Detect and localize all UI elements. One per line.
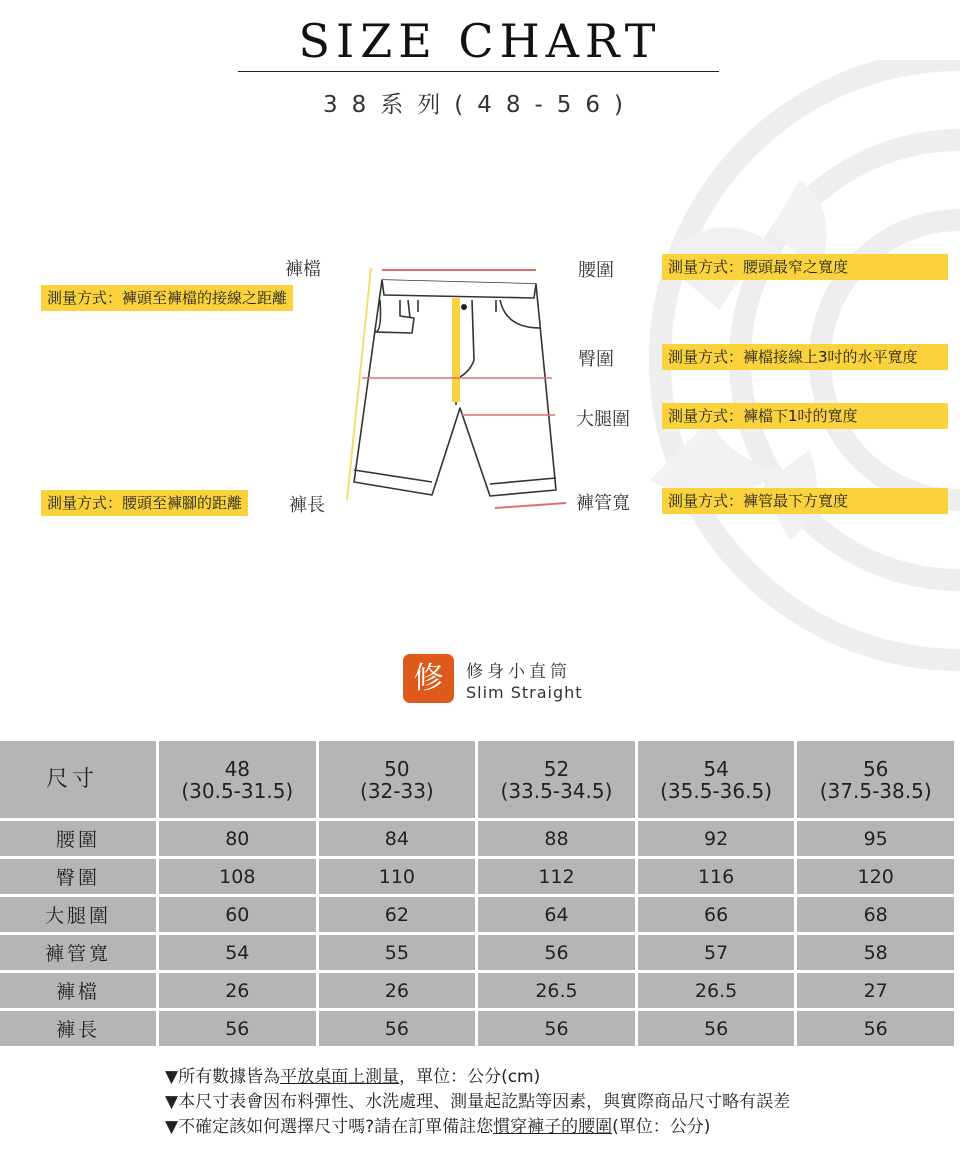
size-column-50 <box>319 741 476 818</box>
table-cell: 58 <box>797 935 954 970</box>
note-underlined-text: 平放桌面上測量 <box>280 1067 400 1087</box>
size-number: 52 <box>543 756 570 781</box>
size-range: (37.5-38.5) <box>819 778 932 803</box>
table-cell: 95 <box>797 821 954 856</box>
row-label: 褲管寬 <box>0 935 156 970</box>
table-cell: 27 <box>797 973 954 1008</box>
note-underlined-text: 慣穿褲子的腰圍 <box>493 1117 613 1137</box>
note-text: ▼不確定該如何選擇尺寸嗎?請在訂單備註您 <box>165 1117 494 1137</box>
page-title: SIZE CHART <box>298 14 662 68</box>
table-cell: 56 <box>319 1011 476 1046</box>
size-range: (30.5-31.5) <box>181 778 294 803</box>
fit-name-en: Slim Straight <box>466 683 583 702</box>
size-range: (32-33) <box>360 778 434 803</box>
table-cell: 84 <box>319 821 476 856</box>
size-table <box>0 738 957 1049</box>
table-cell: 26.5 <box>478 973 635 1008</box>
size-column-52 <box>478 741 635 818</box>
table-cell: 110 <box>319 859 476 894</box>
table-cell: 54 <box>159 935 316 970</box>
table-row <box>0 1011 954 1046</box>
table-cell: 56 <box>797 1011 954 1046</box>
size-column-54 <box>638 741 795 818</box>
thigh-label: 大腿圍 <box>576 409 630 430</box>
waist-method-box: 測量方式：腰頭最窄之寬度 <box>662 254 948 280</box>
table-cell: 116 <box>638 859 795 894</box>
table-cell: 62 <box>319 897 476 932</box>
table-row <box>0 859 954 894</box>
length-method-box: 測量方式：腰頭至褲腳的距離 <box>41 490 248 516</box>
rise-label: 褲檔 <box>285 259 321 280</box>
size-column-48 <box>159 741 316 818</box>
table-cell: 26 <box>159 973 316 1008</box>
fit-badge: 修 <box>403 654 454 703</box>
length-label: 褲長 <box>289 495 325 516</box>
table-cell: 68 <box>797 897 954 932</box>
rise-highlight <box>452 298 460 402</box>
shorts-diagram <box>330 255 570 520</box>
note-line-2: ▼本尺寸表會因布料彈性、水洗處理、測量起訖點等因素，與實際商品尺寸略有誤差 <box>165 1092 791 1112</box>
table-cell: 108 <box>159 859 316 894</box>
note-text: ，單位：公分(cm) <box>399 1067 541 1087</box>
thigh-method-box: 測量方式：褲檔下1吋的寬度 <box>662 403 948 429</box>
rise-method-box: 測量方式：褲頭至褲檔的接線之距離 <box>41 285 293 311</box>
table-cell: 55 <box>319 935 476 970</box>
hem-method-box: 測量方式：褲管最下方寬度 <box>662 488 948 514</box>
table-cell: 56 <box>638 1011 795 1046</box>
size-number: 48 <box>224 756 251 781</box>
table-cell: 56 <box>159 1011 316 1046</box>
table-cell: 26.5 <box>638 973 795 1008</box>
hem-label: 褲管寬 <box>576 493 630 514</box>
table-cell: 88 <box>478 821 635 856</box>
row-label: 褲長 <box>0 1011 156 1046</box>
note-text: (單位：公分) <box>612 1117 711 1137</box>
waist-label: 腰圍 <box>578 260 614 281</box>
table-cell: 64 <box>478 897 635 932</box>
row-label: 臀圍 <box>0 859 156 894</box>
size-number: 56 <box>862 756 889 781</box>
table-cell: 66 <box>638 897 795 932</box>
row-label: 大腿圍 <box>0 897 156 932</box>
title-divider <box>238 71 719 72</box>
table-cell: 56 <box>478 935 635 970</box>
table-cell: 56 <box>478 1011 635 1046</box>
hem-measure-line <box>495 503 566 508</box>
decorative-watermark <box>540 60 960 700</box>
note-line-3 <box>165 1115 790 1140</box>
notes <box>165 1065 790 1140</box>
table-row <box>0 973 954 1008</box>
note-text: ▼所有數據皆為 <box>165 1067 281 1087</box>
series-subtitle: 38系列(48-56) <box>322 92 638 118</box>
fit-name-cn: 修身小直筒 <box>466 662 571 682</box>
note-line-1 <box>165 1065 790 1090</box>
table-cell: 120 <box>797 859 954 894</box>
table-cell: 26 <box>319 973 476 1008</box>
size-range: (35.5-36.5) <box>660 778 773 803</box>
table-header-row <box>0 741 954 818</box>
table-row <box>0 935 954 970</box>
size-range: (33.5-34.5) <box>500 778 613 803</box>
table-row <box>0 821 954 856</box>
table-cell: 57 <box>638 935 795 970</box>
row-label: 腰圍 <box>0 821 156 856</box>
table-cell: 60 <box>159 897 316 932</box>
table-cell: 80 <box>159 821 316 856</box>
hip-method-box: 測量方式：褲檔接線上3吋的水平寬度 <box>662 344 948 370</box>
size-number: 54 <box>703 756 729 781</box>
row-label: 褲檔 <box>0 973 156 1008</box>
button-dot <box>461 304 467 310</box>
size-column-56 <box>797 741 954 818</box>
size-number: 50 <box>384 756 410 781</box>
table-row <box>0 897 954 932</box>
table-cell: 92 <box>638 821 795 856</box>
table-cell: 112 <box>478 859 635 894</box>
size-header-cell: 尺寸 <box>0 741 156 818</box>
hip-label: 臀圍 <box>578 349 614 370</box>
